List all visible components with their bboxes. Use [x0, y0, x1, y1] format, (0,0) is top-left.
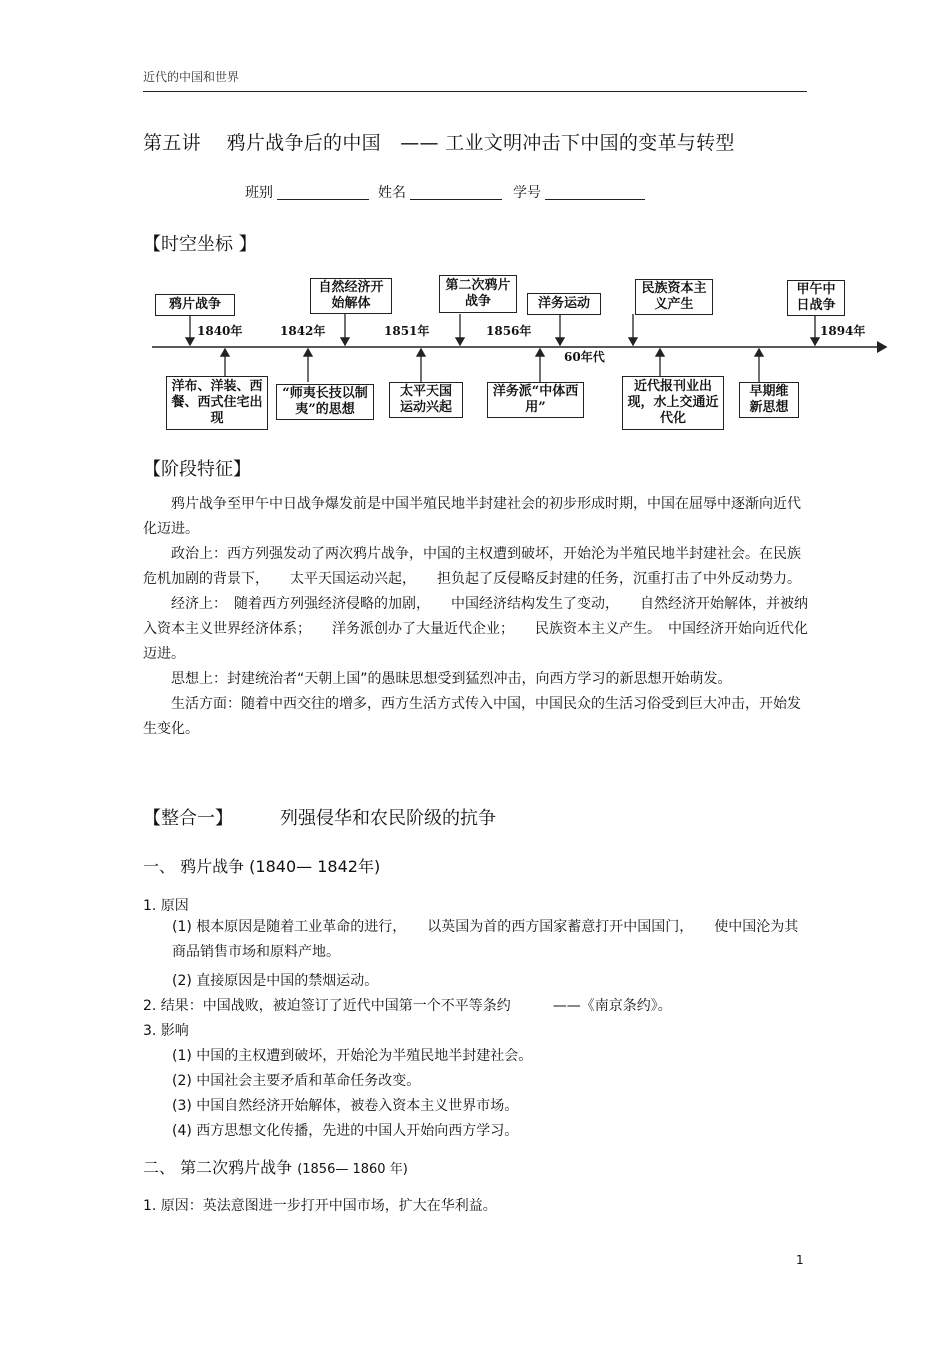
stage-life: 生活方面：随着中西交往的增多，西方生活方式传入中国，中国民众的生活习俗受到巨大冲击，开始发生变化。	[143, 696, 801, 737]
box-natural-economy: 自然经济开始解体	[310, 278, 392, 314]
second-war-heading	[143, 1155, 408, 1178]
second-war-years: (1856— 1860 年)	[297, 1162, 408, 1177]
year-1894: 1894年	[820, 324, 866, 338]
impact-4: (4) 西方思想文化传播，先进的中国人开始向西方学习。	[172, 1123, 519, 1139]
id-label: 学号	[513, 185, 541, 201]
box-sino-japanese-war: 甲午中日战争	[787, 280, 845, 316]
running-header: 近代的中国和世界	[143, 70, 240, 84]
name-blank[interactable]	[410, 183, 502, 200]
class-blank[interactable]	[277, 183, 369, 200]
second-war-title: 二、 第二次鸦片战争	[143, 1158, 293, 1177]
cause-1	[172, 915, 804, 965]
box-modern-press: 近代报刊业出现，水上交通近代化	[622, 376, 724, 430]
year-1840: 1840年	[197, 324, 243, 338]
box-taiping-movement: 太平天国运动兴起	[389, 382, 463, 418]
year-1856: 1856年	[486, 324, 532, 338]
lecture-title: 第五讲 鸦片战争后的中国 —— 工业文明冲击下中国的变革与转型	[143, 132, 735, 154]
stage-economy: 经济上： 随着西方列强经济侵略的加剧， 中国经济结构发生了变动， 自然经济开始解体，并被纳入资本主义世界经济体系； 洋务派创办了大量近代企业； 民族资本主义产生。 中国经济开始向近代化迈进。	[143, 596, 808, 662]
impact-2: (2) 中国社会主要矛盾和革命任务改变。	[172, 1073, 421, 1089]
second-war-cause: 1. 原因：英法意图进一步打开中国市场，扩大在华利益。	[143, 1198, 497, 1214]
box-westernization: 洋务运动	[527, 293, 601, 315]
stage-thought: 思想上：封建统治者“天朝上国”的愚昧思想受到猛烈冲击，向西方学习的新思想开始萌发。	[171, 671, 732, 687]
impact-1: (1) 中国的主权遭到破坏，开始沦为半殖民地半封建社会。	[172, 1048, 533, 1064]
box-early-reform: 早期维新思想	[739, 382, 799, 418]
impact-label: 3. 影响	[143, 1023, 189, 1039]
timeline-diagram	[150, 272, 890, 437]
id-field	[513, 182, 645, 202]
name-label: 姓名	[378, 185, 406, 201]
result-line: 2. 结果：中国战败，被迫签订了近代中国第一个不平等条约 ——《南京条约》。	[143, 998, 672, 1014]
year-1860s: 60年代	[564, 350, 605, 364]
opium-war-heading: 一、 鸦片战争 (1840— 1842年)	[143, 857, 381, 876]
year-1851: 1851年	[384, 324, 430, 338]
timeline-heading: 【时空坐标 】	[143, 234, 257, 255]
cause-2: (2) 直接原因是中国的禁烟运动。	[172, 973, 379, 989]
page-number: 1	[796, 1253, 804, 1267]
cause-1-text: (1) 根本原因是随着工业革命的进行， 以英国为首的西方国家蓄意打开中国国门， 使中国沦为其商品销售市场和原料产地。	[172, 919, 799, 960]
stage-politics: 政治上：西方列强发动了两次鸦片战争，中国的主权遭到破坏，开始沦为半殖民地半封建社会。在民族危机加剧的背景下， 太平天国运动兴起， 担负起了反侵略反封建的任务，沉重打击了中外反动势力。	[143, 546, 801, 587]
box-second-opium-war: 第二次鸦片战争	[439, 275, 517, 313]
impact-3: (3) 中国自然经济开始解体，被卷入资本主义世界市场。	[172, 1098, 519, 1114]
stage-paragraphs	[143, 492, 808, 742]
stage-overview: 鸦片战争至甲午中日战争爆发前是中国半殖民地半封建社会的初步形成时期，中国在屈辱中逐渐向近代化迈进。	[143, 496, 801, 537]
box-westernization-school: 洋务派“中体西用”	[487, 382, 584, 418]
class-label: 班别	[245, 185, 273, 201]
year-1842: 1842年	[280, 324, 326, 338]
class-field	[245, 182, 369, 202]
cause-label: 1. 原因	[143, 898, 189, 914]
name-field	[378, 182, 502, 202]
box-national-capitalism: 民族资本主义产生	[635, 279, 713, 315]
box-western-lifestyle: 洋布、洋装、西餐、西式住宅出现	[166, 376, 268, 430]
id-blank[interactable]	[545, 183, 645, 200]
integration-heading: 【整合一】	[143, 808, 233, 829]
integration-title: 列强侵华和农民阶级的抗争	[280, 808, 496, 829]
header-rule	[143, 91, 807, 92]
stage-heading: 【阶段特征】	[143, 459, 251, 480]
box-opium-war: 鸦片战争	[155, 294, 235, 316]
box-learn-from-west: “师夷长技以制夷”的思想	[276, 384, 374, 420]
